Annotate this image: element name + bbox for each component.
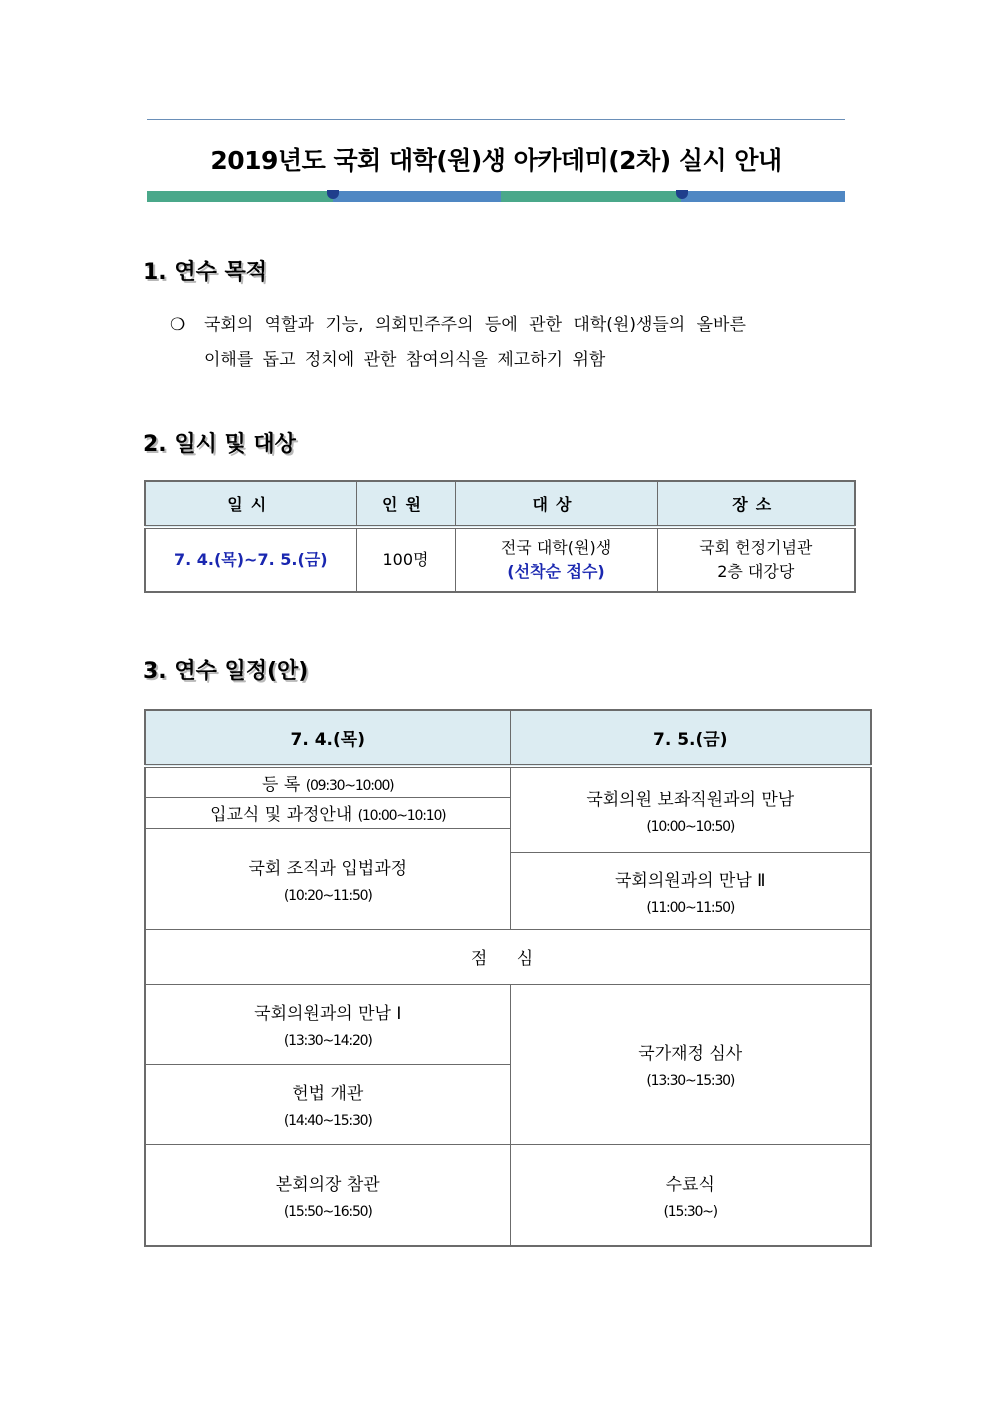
section1-line2: 이해를 돕고 정치에 관한 참여의식을 제고하기 위함 — [204, 350, 606, 370]
completion-time: (15:30~) — [663, 1203, 717, 1220]
cell-organization — [145, 828, 510, 929]
title-color-bar — [147, 191, 845, 202]
opening-label: 입교식 및 과정안내 — [210, 805, 353, 825]
header-date: 일시 — [145, 481, 356, 527]
training-schedule-table — [144, 709, 872, 1247]
member-meeting-2-label: 국회의원과의 만남 Ⅱ — [614, 870, 766, 891]
plenary-time: (15:50~16:50) — [283, 1203, 372, 1220]
completion-label: 수료식 — [665, 1174, 715, 1195]
aide-meeting-label: 국회의원 보좌직원과의 만남 — [586, 789, 795, 810]
cell-count: 100명 — [356, 527, 455, 592]
page-title: 2019년도 국회 대학(원)생 아카데미(2차) 실시 안내 — [210, 146, 782, 175]
section1-heading: 1. 연수 목적 — [143, 260, 267, 285]
title-bar-blue-2 — [681, 191, 845, 202]
title-top-rule — [147, 119, 845, 120]
table-row — [145, 984, 871, 1064]
header-count: 인원 — [356, 481, 455, 527]
member-meeting-1-time: (13:30~14:20) — [283, 1033, 372, 1049]
cell-completion — [510, 1144, 871, 1246]
table-row — [145, 929, 871, 984]
cell-place-line1: 국회 헌정기념관 — [699, 538, 813, 557]
table-row — [145, 1144, 871, 1246]
member-meeting-1-label: 국회의원과의 만남 Ⅰ — [254, 1004, 402, 1024]
table-header-row — [145, 481, 855, 527]
cell-constitution — [145, 1064, 510, 1144]
cell-place — [657, 527, 855, 592]
finance-review-time: (13:30~15:30) — [646, 1073, 735, 1089]
header-day2: 7. 5.(금) — [510, 710, 871, 766]
opening-time: (10:00~10:10) — [357, 808, 446, 824]
title-bar-green-1 — [147, 191, 333, 202]
cell-plenary — [145, 1144, 510, 1246]
organization-time: (10:20~11:50) — [283, 887, 372, 904]
cell-place-line2: 2층 대강당 — [717, 562, 795, 581]
organization-label: 국회 조직과 입법과정 — [248, 858, 408, 879]
title-block — [147, 119, 845, 203]
bullet-circle-icon: ❍ — [170, 315, 186, 335]
cell-finance-review — [510, 984, 871, 1144]
registration-time: (09:30~10:00) — [305, 777, 394, 794]
constitution-label: 헌법 개관 — [292, 1084, 364, 1104]
section3-heading: 3. 연수 일정(안) — [143, 659, 309, 684]
member-meeting-2-time: (11:00~11:50) — [646, 899, 735, 916]
cell-aide-meeting — [510, 766, 871, 852]
cell-member-meeting-2 — [510, 852, 871, 929]
plenary-label: 본회의장 참관 — [275, 1174, 380, 1195]
cell-member-meeting-1 — [145, 984, 510, 1064]
section1-paragraph — [170, 308, 860, 380]
constitution-time: (14:40~15:30) — [283, 1113, 372, 1129]
title-bar-blue-1 — [333, 191, 501, 202]
table-row — [145, 766, 871, 797]
section1-line1: 국회의 역할과 기능, 의회민주주의 등에 관한 대학(원)생들의 올바른 — [204, 315, 746, 335]
cell-opening — [145, 797, 510, 828]
section2-heading: 2. 일시 및 대상 — [143, 432, 296, 457]
finance-review-label: 국가재정 심사 — [638, 1044, 743, 1064]
cell-target — [455, 527, 657, 592]
header-day1: 7. 4.(목) — [145, 710, 510, 766]
cell-registration — [145, 766, 510, 797]
table-row — [145, 527, 855, 592]
schedule-header-row — [145, 710, 871, 766]
registration-label: 등 록 — [262, 774, 301, 795]
aide-meeting-time: (10:00~10:50) — [646, 818, 735, 835]
cell-lunch: 점 심 — [145, 929, 871, 984]
cell-target-line2: (선착순 접수) — [507, 562, 605, 581]
header-target: 대상 — [455, 481, 657, 527]
cell-target-line1: 전국 대학(원)생 — [500, 538, 612, 557]
cell-date: 7. 4.(목)~7. 5.(금) — [145, 527, 356, 592]
header-place: 장소 — [657, 481, 855, 527]
title-bar-green-2 — [501, 191, 681, 202]
schedule-summary-table — [144, 480, 856, 593]
